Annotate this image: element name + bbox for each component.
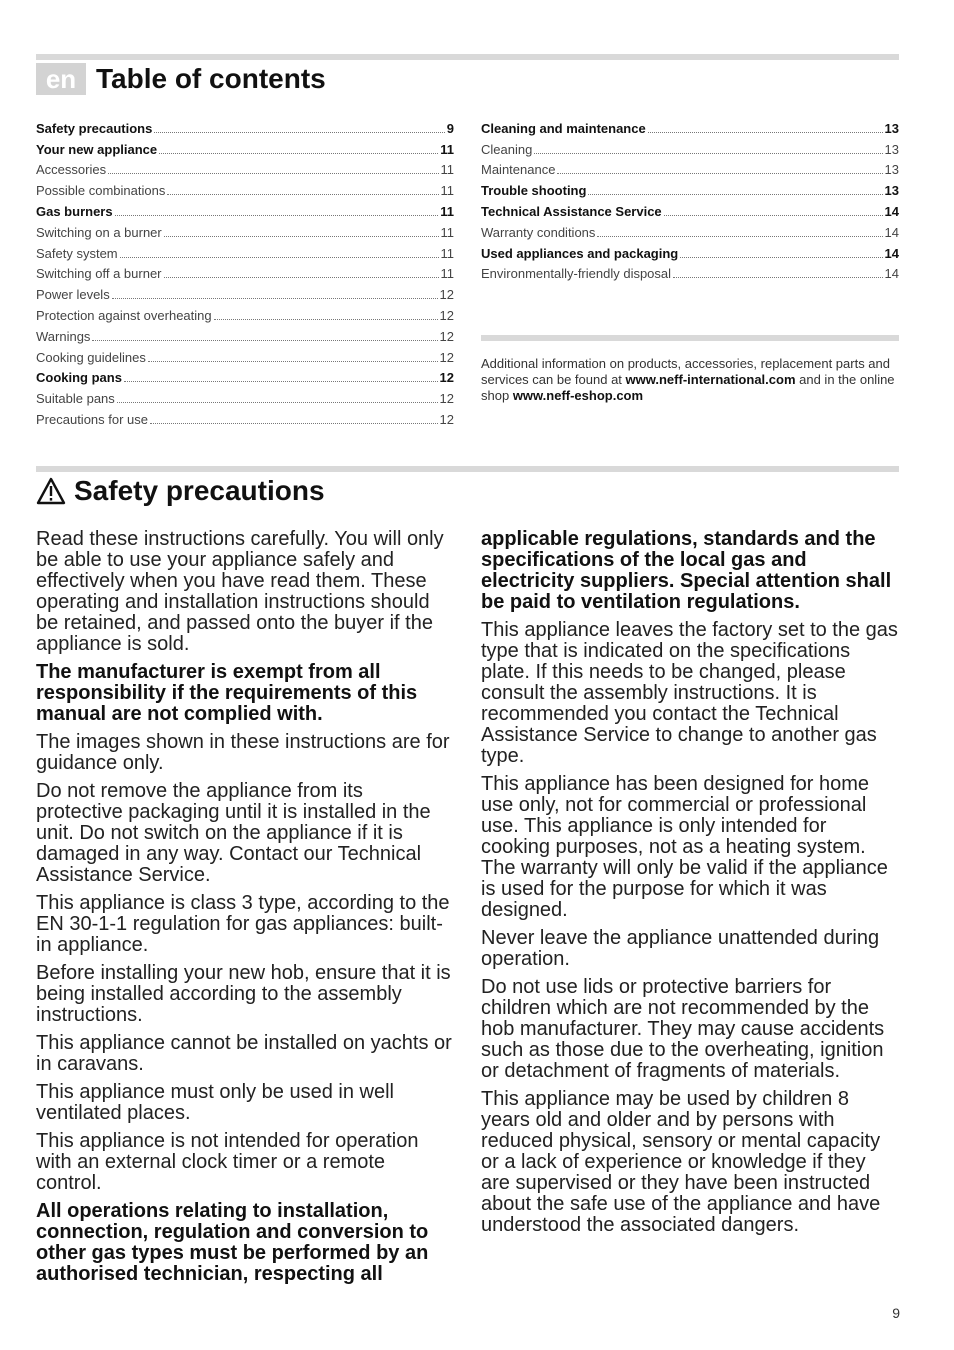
toc-entry-page: 12 (439, 370, 454, 386)
warning-triangle-icon (36, 477, 66, 505)
toc-entry-title: Cleaning (481, 141, 533, 157)
toc-entry[interactable] (36, 345, 454, 366)
safety-paragraph: This appliance cannot be installed on yachts or in caravans. (36, 1032, 452, 1075)
toc-entry-page: 14 (884, 224, 899, 240)
toc-entry[interactable] (481, 241, 899, 262)
toc-entry-page: 14 (884, 266, 899, 282)
toc-entry[interactable] (481, 262, 899, 283)
toc-leader-dots (664, 214, 883, 216)
safety-paragraph: Read these instructions carefully. You will only be able to use your appliance safely and effectively when you have read them. These operating and installation instructions should be retained, and passed onto the buyer if the appliance is sold. (36, 528, 444, 655)
toc-entry[interactable] (481, 178, 899, 199)
info-divider (481, 335, 899, 341)
toc-entry[interactable] (36, 241, 454, 262)
toc-entry-title: Warranty conditions (481, 224, 596, 240)
toc-entry[interactable] (36, 158, 454, 179)
toc-leader-dots (673, 276, 883, 278)
safety-paragraph-bold: applicable regulations, standards and the specifications of the local gas and electricity suppliers. Special attention shall be paid to ventilation regulations. (481, 528, 892, 613)
toc-entry-title: Safety precautions (36, 120, 153, 136)
toc-entry-page: 11 (440, 245, 454, 261)
toc-entry[interactable] (36, 366, 454, 387)
toc-leader-dots (164, 235, 439, 237)
toc-leader-dots (148, 360, 438, 362)
safety-paragraph: The images shown in these instructions are for guidance only. (36, 731, 450, 774)
toc-entry[interactable] (481, 220, 899, 241)
safety-right-column (481, 529, 899, 1243)
toc-entry-title: Maintenance (481, 162, 556, 178)
safety-title: Safety precautions (74, 475, 325, 506)
toc-leader-dots (648, 131, 883, 133)
toc-entry-page: 14 (884, 203, 899, 219)
toc-entry-title: Gas burners (36, 203, 113, 219)
toc-leader-dots (154, 131, 444, 133)
toc-entry-title: Warnings (36, 328, 91, 344)
toc-left-column (36, 116, 454, 428)
toc-entry-page: 11 (440, 224, 454, 240)
toc-entry-page: 12 (439, 349, 454, 365)
toc-entry-page: 13 (884, 141, 899, 157)
toc-entry[interactable] (36, 324, 454, 345)
toc-entry-title: Safety system (36, 245, 118, 261)
toc-leader-dots (680, 256, 882, 258)
toc-entry[interactable] (36, 178, 454, 199)
safety-paragraph: Before installing your new hob, ensure that it is being installed according to the assembly instructions. (36, 962, 451, 1026)
toc-leader-dots (534, 152, 882, 154)
toc-entry[interactable] (36, 303, 454, 324)
toc-entry-title: Environmentally-friendly disposal (481, 266, 672, 282)
safety-paragraph: This appliance leaves the factory set to the gas type that is indicated on the specifications plate. If this needs to be changed, please consult the assembly instructions. It is recommended you contact the Technical Assistance Service to change to another gas type. (481, 619, 898, 767)
toc-leader-dots (92, 339, 437, 341)
toc-leader-dots (214, 318, 438, 320)
additional-info (481, 356, 899, 404)
toc-entry-title: Accessories (36, 162, 107, 178)
toc-entry-page: 12 (439, 391, 454, 407)
toc-entry-title: Suitable pans (36, 391, 115, 407)
toc-entry-title: Cooking pans (36, 370, 122, 386)
toc-entry[interactable] (481, 199, 899, 220)
toc-entry-title: Power levels (36, 287, 110, 303)
toc-leader-dots (112, 297, 438, 299)
toc-entry-page: 12 (439, 307, 454, 323)
toc-entry-page: 12 (439, 287, 454, 303)
toc-entry[interactable] (36, 199, 454, 220)
toc-entry[interactable] (36, 262, 454, 283)
toc-entry-page: 13 (884, 183, 899, 199)
safety-paragraph-bold: All operations relating to installation, connection, regulation and conversion to other gas types must be performed by an authorised technician, respecting all (36, 1200, 429, 1285)
toc-entry[interactable] (36, 137, 454, 158)
toc-entry-title: Switching off a burner (36, 266, 162, 282)
toc-entry-title: Precautions for use (36, 411, 149, 427)
toc-entry[interactable] (481, 158, 899, 179)
toc-entry[interactable] (481, 116, 899, 137)
toc-entry-page: 11 (440, 162, 454, 178)
toc-entry-page: 13 (884, 162, 899, 178)
safety-paragraph-bold: The manufacturer is exempt from all responsibility if the requirements of this manual are not complied with. (36, 661, 418, 725)
toc-entry[interactable] (36, 220, 454, 241)
safety-heading (36, 472, 325, 510)
website-link[interactable]: www.neff-international.com (625, 372, 796, 387)
safety-left-column (36, 529, 454, 1292)
toc-entry-page: 13 (884, 120, 899, 136)
toc-leader-dots (117, 401, 438, 403)
safety-paragraph: Never leave the appliance unattended during operation. (481, 927, 880, 970)
toc-entry-title: Cooking guidelines (36, 349, 146, 365)
toc-leader-dots (159, 152, 438, 154)
toc-entry-page: 14 (884, 245, 899, 261)
language-badge: en (36, 63, 86, 95)
page-number: 9 (892, 1305, 900, 1321)
toc-entry-page: 11 (440, 266, 454, 282)
safety-paragraph: This appliance is class 3 type, according to the EN 30-1-1 regulation for gas appliances: built-in appliance. (36, 892, 450, 956)
additional-info-text-1: Additional information on products, accessories, replacement parts and services can be found at (481, 356, 890, 387)
toc-right-column (481, 116, 899, 282)
toc-entry[interactable] (481, 137, 899, 158)
toc-leader-dots (167, 193, 438, 195)
toc-leader-dots (164, 276, 439, 278)
toc-entry-title: Possible combinations (36, 183, 166, 199)
toc-entry[interactable] (36, 116, 454, 137)
safety-paragraph: Do not use lids or protective barriers for children which are not recommended by the hob manufacturer. They may cause accidents such as those due to the overheating, ignition or detachment of fragments of materials. (481, 976, 885, 1082)
toc-entry-title: Used appliances and packaging (481, 245, 679, 261)
toc-leader-dots (588, 193, 882, 195)
toc-leader-dots (150, 422, 438, 424)
additional-info-text-2: and in the online shop (481, 372, 895, 403)
toc-entry-page: 12 (439, 328, 454, 344)
toc-leader-dots (597, 235, 882, 237)
eshop-link[interactable]: www.neff-eshop.com (512, 388, 644, 403)
toc-leader-dots (120, 256, 439, 258)
toc-entry-title: Protection against overheating (36, 307, 212, 323)
toc-entry-page: 12 (439, 411, 454, 427)
toc-entry-title: Cleaning and maintenance (481, 120, 646, 136)
toc-entry-page: 11 (440, 141, 454, 157)
toc-leader-dots (557, 172, 882, 174)
safety-paragraph: This appliance must only be used in well ventilated places. (36, 1081, 394, 1124)
toc-entry-title: Trouble shooting (481, 183, 587, 199)
safety-paragraph: This appliance is not intended for operation with an external clock timer or a remote control. (36, 1130, 419, 1194)
toc-heading: Table of contents (96, 63, 326, 94)
toc-entry[interactable] (36, 386, 454, 407)
toc-entry-title: Technical Assistance Service (481, 203, 662, 219)
toc-leader-dots (115, 214, 439, 216)
safety-paragraph: Do not remove the appliance from its protective packaging until it is installed in the unit. Do not switch on the appliance if it is damaged in any way. Contact our Technical Assistance Service. (36, 780, 431, 886)
safety-paragraph: This appliance has been designed for home use only, not for commercial or professional use. This appliance is only intended for cooking purposes, not as a heating system. The warranty will only be valid if the appliance is used for the purpose for which it was designed. (481, 773, 888, 921)
toc-leader-dots (108, 172, 438, 174)
toc-entry-title: Your new appliance (36, 141, 158, 157)
toc-entry-page: 11 (440, 203, 454, 219)
toc-entry-title: Switching on a burner (36, 224, 162, 240)
toc-entry[interactable] (36, 407, 454, 428)
toc-entry-page: 11 (440, 183, 454, 199)
toc-entry[interactable] (36, 282, 454, 303)
toc-leader-dots (124, 380, 438, 382)
toc-entry-page: 9 (446, 120, 454, 136)
safety-paragraph: This appliance may be used by children 8 years old and older and by persons with reduced physical, sensory or mental capacity or a lack of experience or knowledge if they are supervised or they have been instructed about the safe use of the appliance and have understood the associated dangers. (481, 1088, 881, 1236)
